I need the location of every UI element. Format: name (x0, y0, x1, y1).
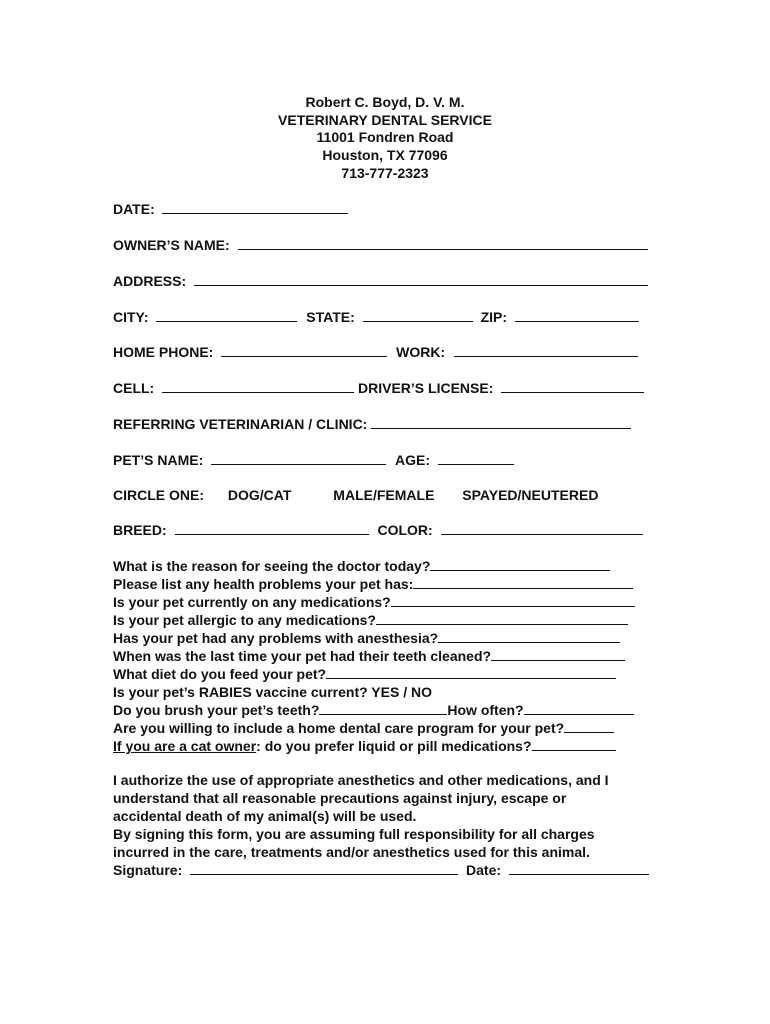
circle-one-label: CIRCLE ONE: (113, 487, 204, 503)
question-reason (113, 557, 635, 575)
referring-label: REFERRING VETERINARIAN / CLINIC: (113, 416, 368, 432)
signature-date-field[interactable] (509, 861, 649, 875)
question-medications (113, 593, 635, 611)
breed-field[interactable] (175, 521, 369, 535)
address-row (113, 272, 648, 290)
answer-allergic[interactable] (376, 611, 628, 625)
city-state-zip-row (113, 308, 639, 326)
phone-row (113, 343, 638, 361)
answer-health-problems[interactable] (413, 575, 633, 589)
city-label: CITY: (113, 309, 149, 325)
answer-reason[interactable] (430, 557, 610, 571)
cell-label: CELL: (113, 380, 155, 396)
question-anesthesia (113, 629, 635, 647)
cat-owner-prefix: If you are a cat owner (113, 738, 257, 754)
option-spayed-neutered[interactable]: SPAYED/NEUTERED (462, 487, 599, 503)
answer-medications[interactable] (391, 593, 635, 607)
answer-brush[interactable] (319, 701, 447, 715)
question-rabies-text[interactable]: Is your pet’s RABIES vaccine current? YES / NO (113, 684, 432, 700)
question-home-program (113, 719, 635, 737)
question-allergic (113, 611, 635, 629)
question-rabies (113, 683, 635, 701)
question-cat-owner-text: : do you prefer liquid or pill medications? (256, 738, 532, 754)
question-allergic-text: Is your pet allergic to any medications? (113, 612, 376, 628)
questions-block (113, 557, 635, 755)
question-brush (113, 701, 635, 719)
signature-label: Signature: (113, 862, 183, 878)
option-male-female[interactable]: MALE/FEMALE (333, 487, 435, 503)
consent-line-1: I authorize the use of appropriate anesthetics and other medications, and I (113, 772, 609, 788)
referring-field[interactable] (371, 415, 631, 429)
date-field[interactable] (162, 200, 348, 214)
state-field[interactable] (363, 308, 473, 322)
color-label: COLOR: (377, 522, 433, 538)
form-header (0, 94, 770, 183)
drivers-license-field[interactable] (501, 379, 644, 393)
state-label: STATE: (306, 309, 355, 325)
answer-diet[interactable] (326, 665, 616, 679)
owner-name-label: OWNER’S NAME: (113, 237, 230, 253)
pet-name-field[interactable] (211, 451, 386, 465)
city-field[interactable] (156, 308, 297, 322)
question-diet-text: What diet do you feed your pet? (113, 666, 327, 682)
address-label: ADDRESS: (113, 273, 187, 289)
home-phone-field[interactable] (221, 343, 387, 357)
age-label: AGE: (395, 452, 431, 468)
question-health-problems-text: Please list any health problems your pet has: (113, 576, 414, 592)
option-dog-cat[interactable]: DOG/CAT (227, 487, 292, 503)
question-home-program-text: Are you willing to include a home dental care program for your pet? (113, 720, 565, 736)
address-field[interactable] (194, 272, 648, 286)
answer-cat-owner[interactable] (532, 737, 616, 751)
breed-color-row (113, 521, 643, 539)
work-label: WORK: (396, 344, 446, 360)
signature-field[interactable] (190, 861, 458, 875)
consent-line-5: incurred in the care, treatments and/or anesthetics used for this animal. (113, 844, 590, 860)
owner-name-field[interactable] (238, 236, 648, 250)
consent-line-2: understand that all reasonable precautions against injury, escape or (113, 790, 567, 806)
question-medications-text: Is your pet currently on any medications? (113, 594, 391, 610)
owner-name-row (113, 236, 648, 254)
referring-row (113, 415, 631, 433)
age-field[interactable] (438, 451, 514, 465)
question-how-often-text: How often? (447, 702, 524, 718)
signature-date-label: Date: (466, 862, 502, 878)
service-name: VETERINARY DENTAL SERVICE (278, 111, 492, 128)
date-label: DATE: (113, 201, 155, 217)
pet-name-age-row (113, 451, 514, 469)
circle-one-row (113, 486, 598, 504)
consent-line-4: By signing this form, you are assuming full responsibility for all charges (113, 826, 595, 842)
answer-anesthesia[interactable] (438, 629, 620, 643)
street-address: 11001 Fondren Road (316, 129, 454, 146)
question-last-cleaned-text: When was the last time your pet had their teeth cleaned? (113, 648, 492, 664)
cell-field[interactable] (162, 379, 354, 393)
cell-license-row (113, 379, 644, 397)
phone-number: 713-777-2323 (341, 164, 429, 181)
question-cat-owner (113, 737, 635, 755)
city-state: Houston, TX 77096 (322, 147, 448, 164)
drivers-license-label: DRIVER’S LICENSE: (358, 380, 494, 396)
date-row (113, 200, 348, 218)
question-brush-text: Do you brush your pet’s teeth? (113, 702, 320, 718)
consent-line-3: accidental death of my animal(s) will be used. (113, 808, 417, 824)
zip-label: ZIP: (480, 309, 508, 325)
answer-last-cleaned[interactable] (491, 647, 625, 661)
breed-label: BREED: (113, 522, 167, 538)
color-field[interactable] (441, 521, 643, 535)
answer-how-often[interactable] (524, 701, 634, 715)
question-diet (113, 665, 635, 683)
pet-name-label: PET’S NAME: (113, 452, 204, 468)
question-anesthesia-text: Has your pet had any problems with anesthesia? (113, 630, 439, 646)
question-health-problems (113, 575, 635, 593)
home-phone-label: HOME PHONE: (113, 344, 214, 360)
zip-field[interactable] (515, 308, 639, 322)
answer-home-program[interactable] (564, 719, 614, 733)
doctor-name: Robert C. Boyd, D. V. M. (305, 94, 465, 110)
consent-block (113, 771, 673, 879)
work-phone-field[interactable] (454, 343, 638, 357)
question-last-cleaned (113, 647, 635, 665)
question-reason-text: What is the reason for seeing the doctor today? (113, 558, 431, 574)
signature-row (113, 861, 673, 879)
